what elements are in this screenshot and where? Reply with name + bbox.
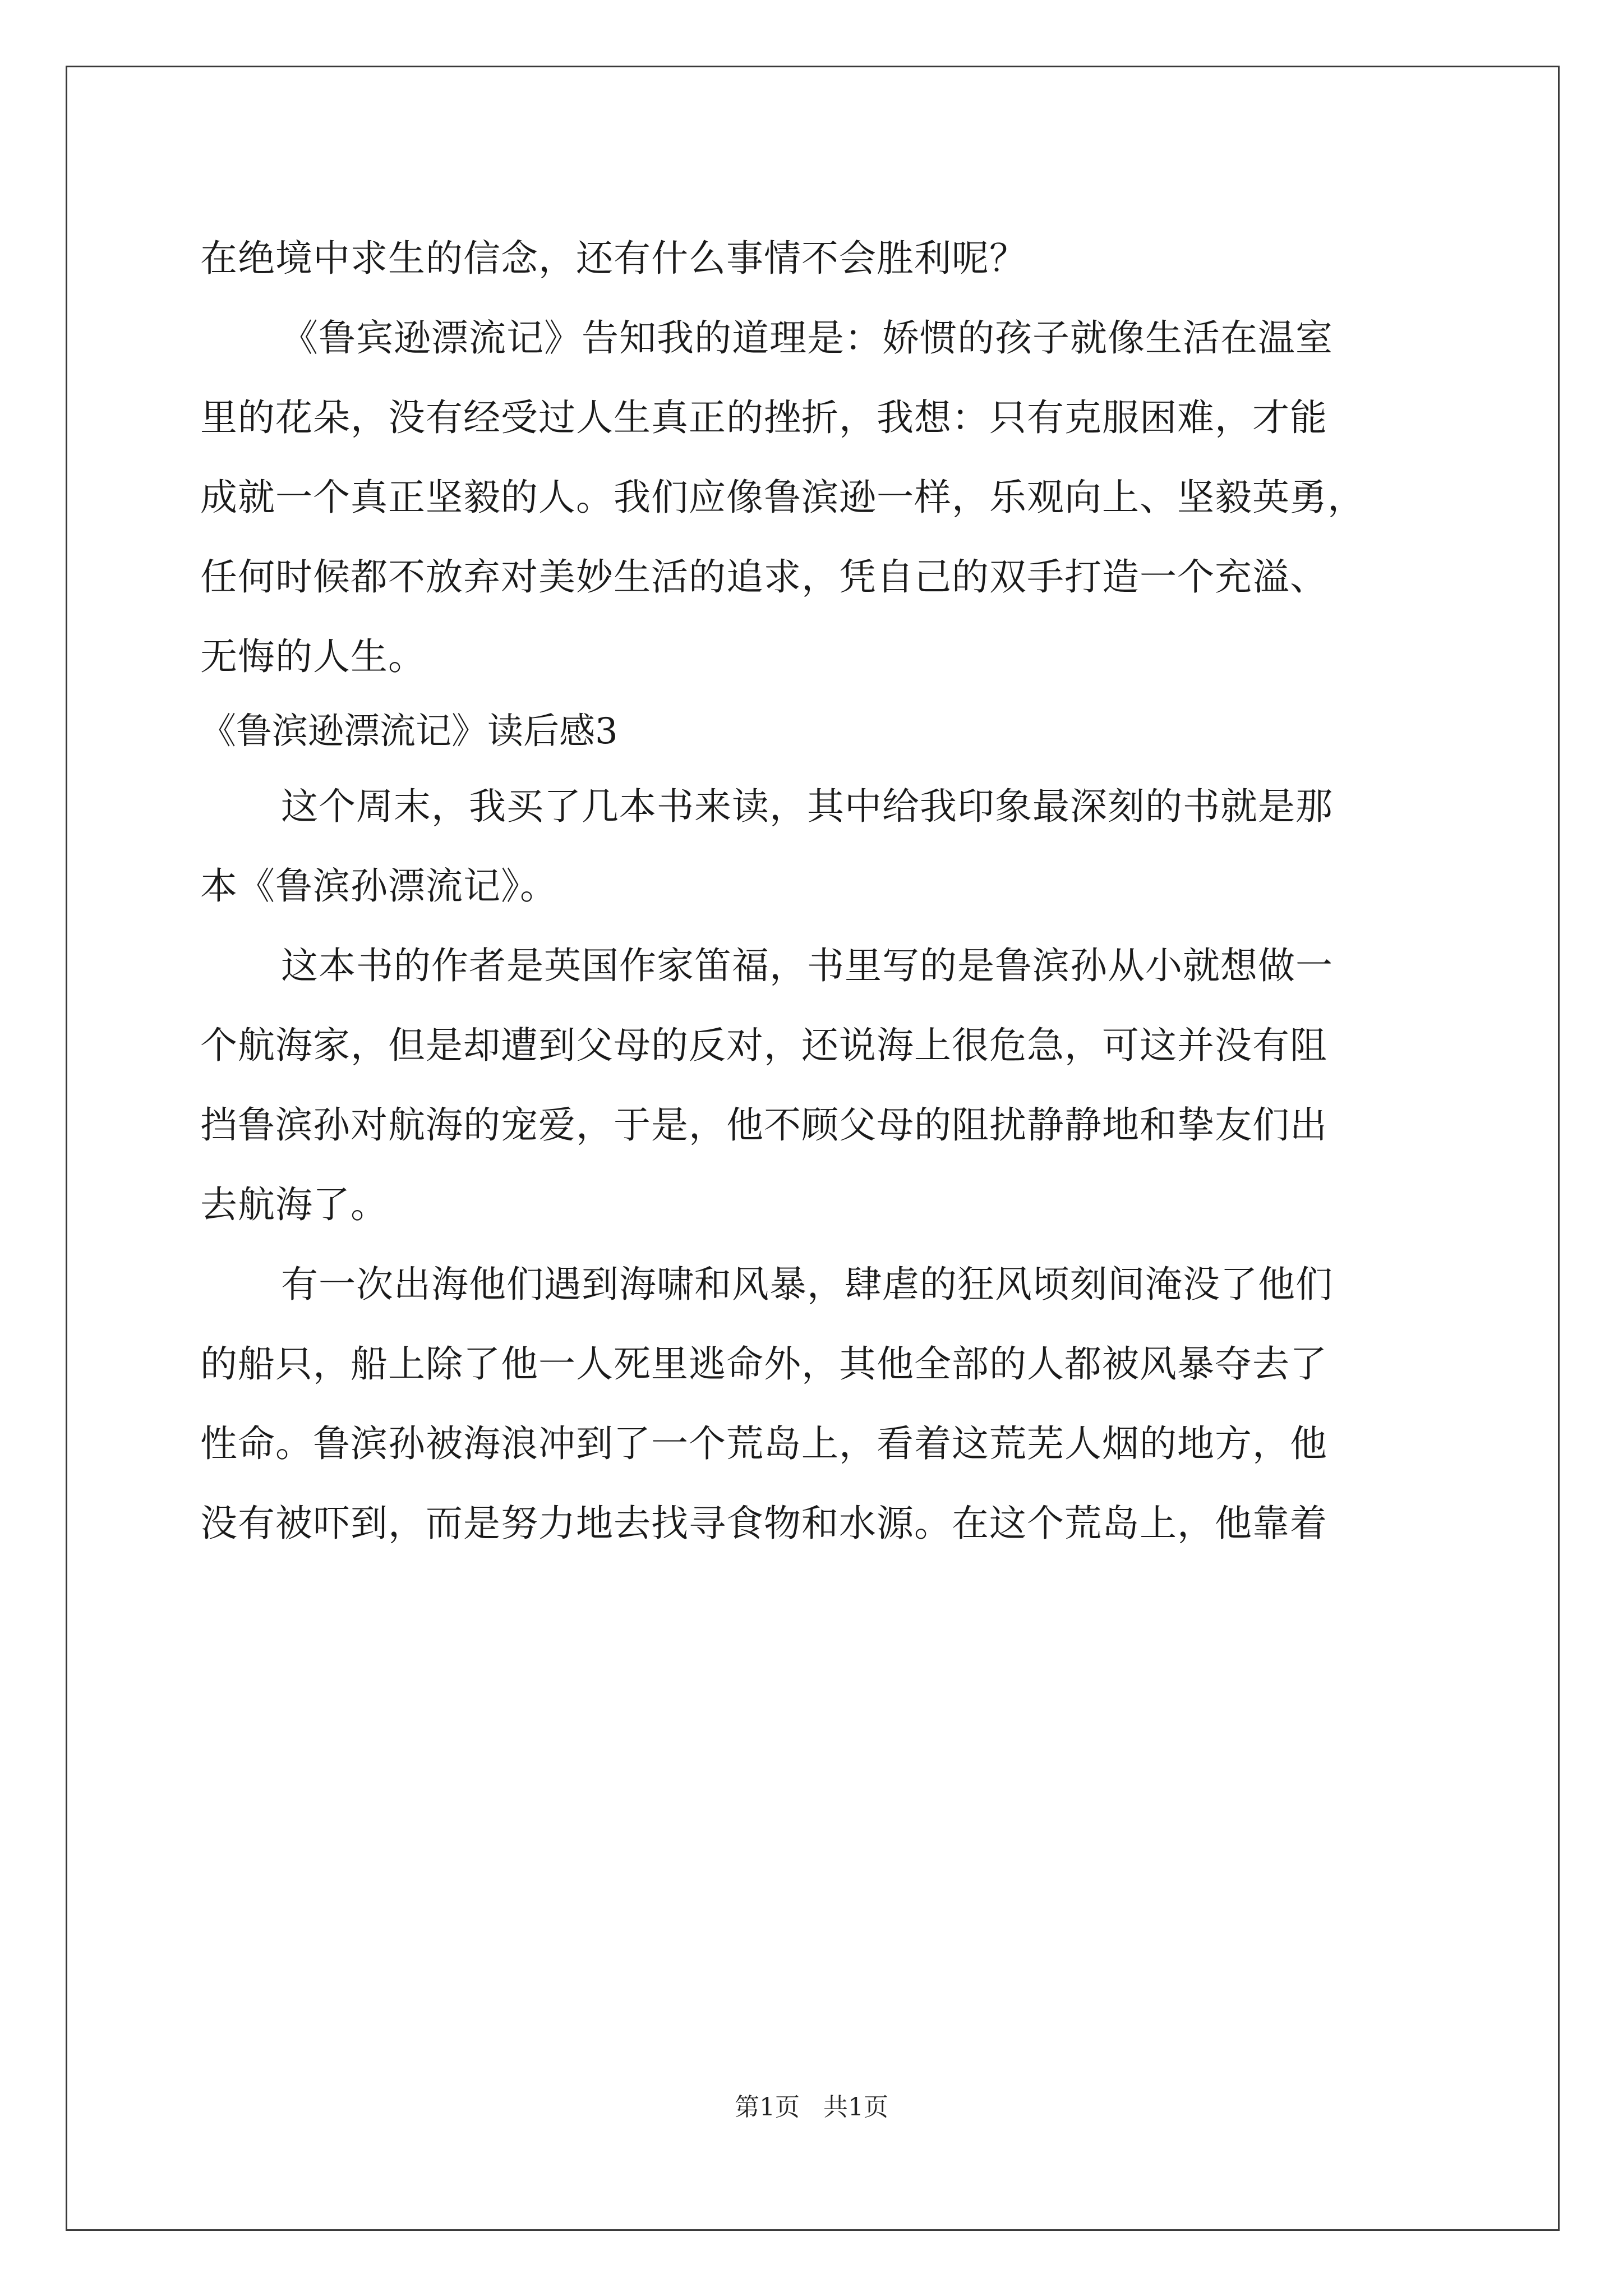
paragraph-start: 有一次出海他们遇到海啸和风暴，肆虐的狂风顷刻间淹没了他们 [281,1263,1333,1306]
document-body [200,219,1427,1563]
text-line: 个航海家，但是却遭到父母的反对，还说海上很危急，可这并没有阻 [200,1024,1327,1067]
text-line: 任何时候都不放弃对美妙生活的追求，凭自己的双手打造一个充溢、 [200,555,1327,599]
paragraph-start: 这本书的作者是英国作家笛福，书里写的是鲁滨孙从小就想做一 [281,944,1333,987]
page-total: 共1页 [823,2093,888,2122]
paragraph-start: 这个周末，我买了几本书来读，其中给我印象最深刻的书就是那 [281,785,1333,828]
text-line: 无悔的人生。 [200,635,426,678]
page-footer [0,2087,1623,2123]
text-line: 里的花朵，没有经受过人生真正的挫折，我想：只有克服困难，才能 [200,396,1327,439]
page-number: 第1页 [735,2093,800,2122]
text-line: 本《鲁滨孙漂流记》。 [200,864,557,908]
text-line: 在绝境中求生的信念，还有什么事情不会胜利呢？ [200,237,1027,280]
paragraph-start: 《鲁宾逊漂流记》告知我的道理是：娇惯的孩子就像生活在温室 [281,316,1333,360]
text-line: 去航海了。 [200,1183,388,1226]
text-line: 没有被吓到，而是努力地去找寻食物和水源。在这个荒岛上，他靠着 [200,1502,1327,1545]
section-title: 《鲁滨逊漂流记》读后感3 [200,711,618,752]
text-line: 性命。鲁滨孙被海浪冲到了一个荒岛上，看着这荒芜人烟的地方，他 [200,1422,1327,1465]
text-line: 成就一个真正坚毅的人。我们应像鲁滨逊一样，乐观向上、坚毅英勇， [200,476,1365,519]
text-line: 的船只，船上除了他一人死里逃命外，其他全部的人都被风暴夺去了 [200,1342,1327,1386]
text-line: 挡鲁滨孙对航海的宠爱，于是，他不顾父母的阻扰静静地和挚友们出 [200,1103,1327,1147]
